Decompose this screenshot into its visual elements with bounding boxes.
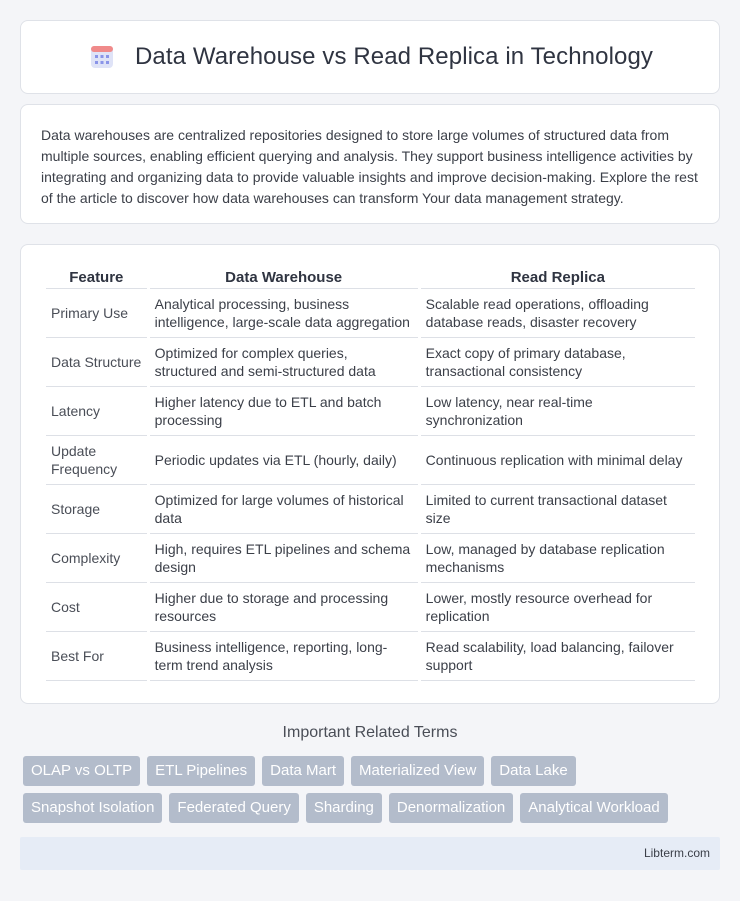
feature-cell: Latency: [46, 387, 147, 436]
replica-cell: Exact copy of primary database, transactional consistency: [421, 338, 695, 387]
tag-analytical-workload[interactable]: Analytical Workload: [520, 793, 667, 823]
table-header-row: [46, 263, 695, 289]
warehouse-cell: High, requires ETL pipelines and schema design: [150, 534, 418, 583]
replica-cell: Scalable read operations, offloading database reads, disaster recovery: [421, 289, 695, 338]
replica-cell: Low, managed by database replication mechanisms: [421, 534, 695, 583]
intro-text: Data warehouses are centralized repositories designed to store large volumes of structured data from multiple sources, enabling efficient querying and analysis. They support business intelligence activities by integrating and organizing data to provide valuable insights and improve decision-making. Explore the rest of the article to discover how data warehouses can transform Your data management strategy.: [41, 127, 698, 206]
comparison-table: [43, 263, 698, 681]
related-terms-title: Important Related Terms: [282, 724, 458, 741]
spreadsheet-icon: [87, 42, 117, 72]
feature-cell: Data Structure: [46, 338, 147, 387]
tag-sharding[interactable]: Sharding: [306, 793, 382, 823]
page-title: Data Warehouse vs Read Replica in Technology: [134, 43, 654, 70]
warehouse-cell: Analytical processing, business intelligence, large-scale data aggregation: [150, 289, 418, 338]
header-data-warehouse: Data Warehouse: [150, 263, 418, 289]
tag-materialized-view[interactable]: Materialized View: [351, 756, 484, 786]
intro-card: [20, 104, 720, 224]
table-row: [46, 485, 695, 534]
feature-cell: Complexity: [46, 534, 147, 583]
warehouse-cell: Business intelligence, reporting, long-term trend analysis: [150, 632, 418, 681]
replica-cell: Continuous replication with minimal delay: [421, 436, 695, 485]
feature-cell: Storage: [46, 485, 147, 534]
replica-cell: Low latency, near real-time synchronization: [421, 387, 695, 436]
related-terms-list: [23, 756, 723, 830]
tag-data-lake[interactable]: Data Lake: [491, 756, 575, 786]
header-feature: Feature: [46, 263, 147, 289]
tag-federated-query[interactable]: Federated Query: [169, 793, 298, 823]
table-row: [46, 632, 695, 681]
header-read-replica: Read Replica: [421, 263, 695, 289]
feature-cell: Best For: [46, 632, 147, 681]
tag-data-mart[interactable]: Data Mart: [262, 756, 344, 786]
replica-cell: Limited to current transactional dataset size: [421, 485, 695, 534]
warehouse-cell: Optimized for large volumes of historical data: [150, 485, 418, 534]
tag-olap-vs-oltp[interactable]: OLAP vs OLTP: [23, 756, 140, 786]
warehouse-cell: Periodic updates via ETL (hourly, daily): [150, 436, 418, 485]
table-row: [46, 534, 695, 583]
warehouse-cell: Higher due to storage and processing resources: [150, 583, 418, 632]
tag-etl-pipelines[interactable]: ETL Pipelines: [147, 756, 255, 786]
table-row: [46, 289, 695, 338]
warehouse-cell: Higher latency due to ETL and batch processing: [150, 387, 418, 436]
header-card: [20, 20, 720, 94]
warehouse-cell: Optimized for complex queries, structured and semi-structured data: [150, 338, 418, 387]
feature-cell: Cost: [46, 583, 147, 632]
comparison-card: [20, 244, 720, 704]
tag-denormalization[interactable]: Denormalization: [389, 793, 513, 823]
footer: [20, 837, 720, 870]
table-row: [46, 387, 695, 436]
table-row: [46, 338, 695, 387]
feature-cell: Primary Use: [46, 289, 147, 338]
tag-snapshot-isolation[interactable]: Snapshot Isolation: [23, 793, 162, 823]
replica-cell: Read scalability, load balancing, failover support: [421, 632, 695, 681]
feature-cell: Update Frequency: [46, 436, 147, 485]
footer-brand-link[interactable]: Libterm.com: [643, 846, 710, 860]
table-row: [46, 436, 695, 485]
table-row: [46, 583, 695, 632]
replica-cell: Lower, mostly resource overhead for replication: [421, 583, 695, 632]
